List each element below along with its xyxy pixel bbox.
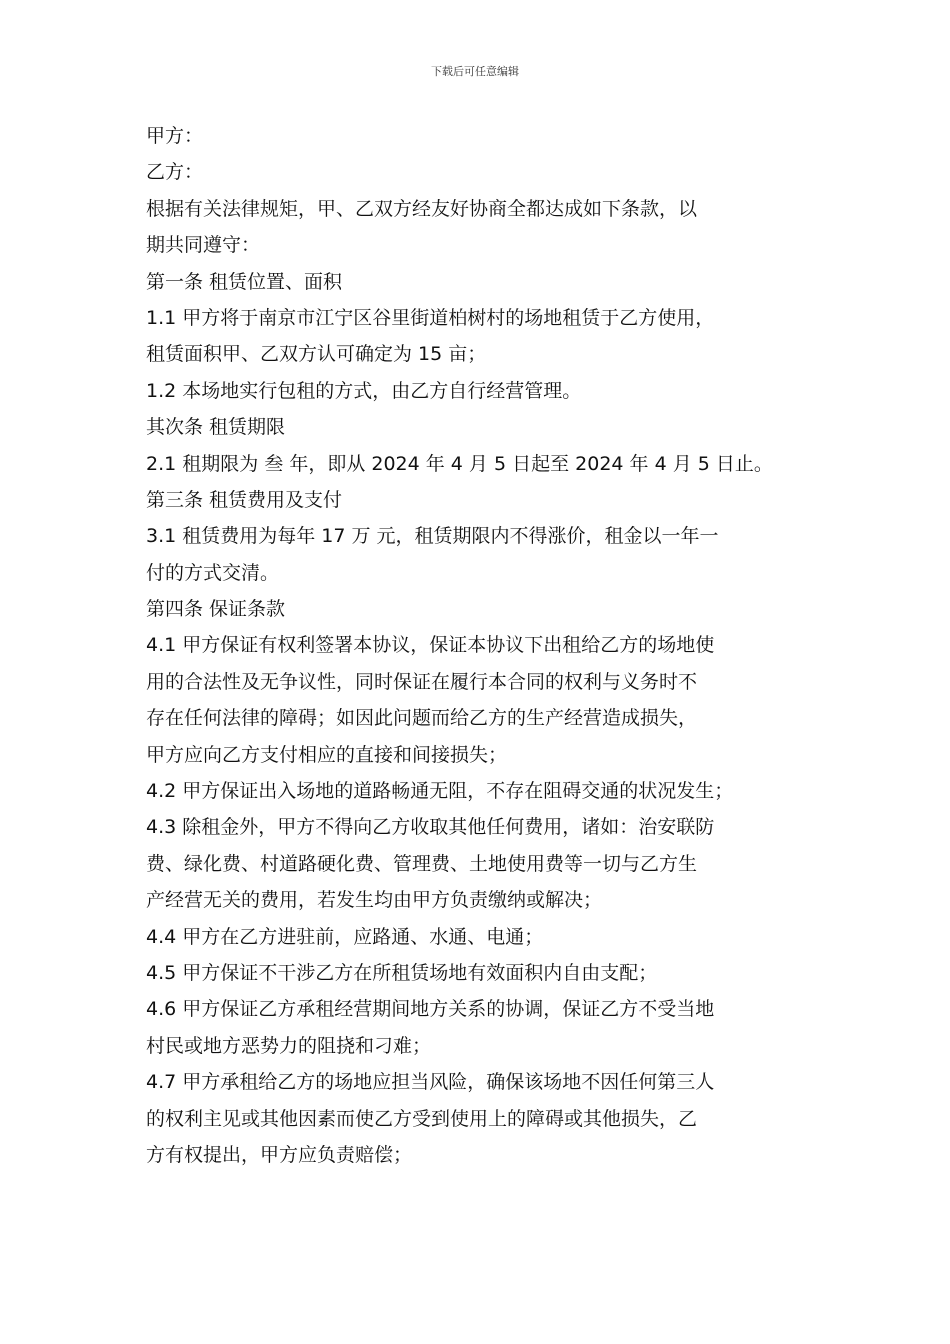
clause-line: 1.1 甲方将于南京市江宁区谷里街道柏树村的场地租赁于乙方使用， (146, 306, 715, 329)
clause-line: 租赁面积甲、乙双方认可确定为 15 亩； (146, 343, 487, 366)
article-heading: 第三条 租赁费用及支付 (146, 488, 343, 511)
clause-line: 4.3 除租金外，甲方不得向乙方收取其他任何费用，诸如：治安联防 (146, 816, 715, 839)
page-header-note: 下载后可任意编辑 (431, 65, 519, 78)
preamble-line: 根据有关法律规矩，甲、乙双方经友好协商全都达成如下条款，以 (146, 197, 698, 220)
clause-line: 4.5 甲方保证不干涉乙方在所租赁场地有效面积内自由支配； (146, 961, 658, 984)
preamble-line: 期共同遵守： (146, 234, 261, 257)
clause-line: 方有权提出，甲方应负责赔偿； (146, 1143, 413, 1166)
clause-line: 4.1 甲方保证有权利签署本协议，保证本协议下出租给乙方的场地使 (146, 634, 715, 657)
document-body (146, 118, 810, 1173)
clause-line: 4.6 甲方保证乙方承租经营期间地方关系的协调，保证乙方不受当地 (146, 998, 715, 1021)
party-b-line: 乙方： (146, 161, 204, 184)
clause-line: 存在任何法律的障碍；如因此问题而给乙方的生产经营造成损失， (146, 707, 698, 730)
clause-line: 3.1 租赁费用为每年 17 万 元，租赁期限内不得涨价，租金以一年一 (146, 525, 719, 548)
article-heading: 第一条 租赁位置、面积 (146, 270, 343, 293)
clause-line: 的权利主见或其他因素而使乙方受到使用上的障碍或其他损失，乙 (146, 1107, 698, 1130)
clause-line: 村民或地方恶势力的阻挠和刁难； (146, 1034, 432, 1057)
clause-line: 费、绿化费、村道路硬化费、管理费、土地使用费等一切与乙方生 (146, 852, 698, 875)
clause-line: 1.2 本场地实行包租的方式，由乙方自行经营管理。 (146, 379, 582, 402)
article-heading: 其次条 租赁期限 (146, 416, 286, 439)
party-a-line: 甲方： (146, 125, 204, 147)
clause-line: 2.1 租期限为 叁 年，即从 2024 年 4 月 5 日起至 2024 年 4 月 5 日止。 (146, 452, 773, 475)
clause-line: 付的方式交清。 (146, 561, 280, 584)
clause-line: 4.2 甲方保证出入场地的道路畅通无阻，不存在阻碍交通的状况发生； (146, 780, 734, 803)
article-heading: 第四条 保证条款 (146, 598, 286, 621)
clause-line: 4.4 甲方在乙方进驻前，应路通、水通、电通； (146, 925, 544, 948)
clause-line: 用的合法性及无争议性，同时保证在履行本合同的权利与义务时不 (146, 670, 698, 693)
clause-line: 产经营无关的费用，若发生均由甲方负责缴纳或解决； (146, 889, 603, 912)
clause-line: 甲方应向乙方支付相应的直接和间接损失； (146, 743, 508, 766)
clause-line: 4.7 甲方承租给乙方的场地应担当风险，确保该场地不因任何第三人 (146, 1071, 715, 1094)
